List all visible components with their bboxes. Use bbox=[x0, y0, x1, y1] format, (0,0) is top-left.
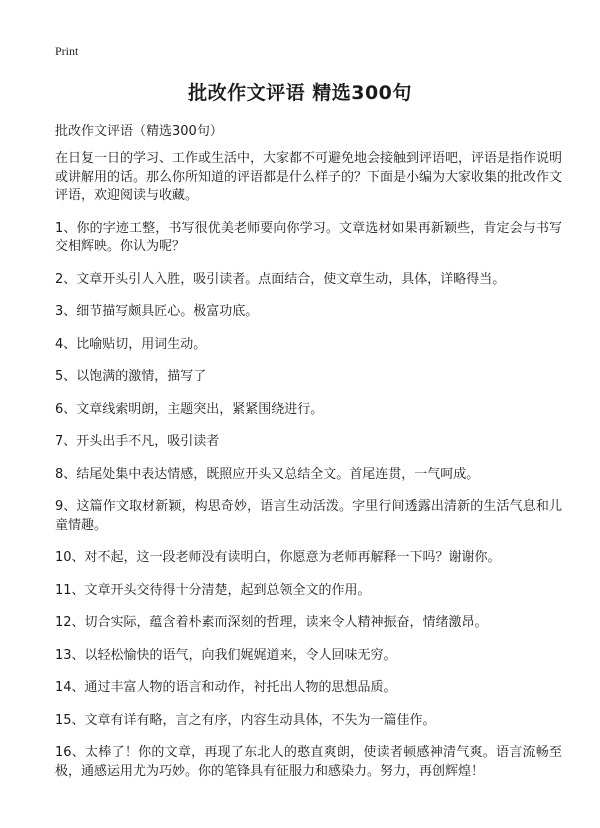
print-label: Print bbox=[55, 44, 79, 58]
comment-item-9: 9、这篇作文取材新颖，构思奇妙，语言生动活泼。字里行间透露出清新的生活气息和儿童情趣。 bbox=[55, 499, 562, 533]
comment-item-12: 12、切合实际，蕴含着朴素而深刻的哲理，读来令人精神振奋，情绪激昂。 bbox=[55, 615, 488, 630]
intro-paragraph: 在日复一日的学习、工作或生活中，大家都不可避免地会接触到评语吧，评语是指作说明或讲解用的话。那么你所知道的评语都是什么样子的？下面是小编为大家收集的批改作文评语，欢迎阅读与收藏。 bbox=[55, 151, 563, 203]
comment-item-10: 10、对不起，这一段老师没有读明白，你愿意为老师再解释一下吗？谢谢你。 bbox=[55, 550, 501, 565]
comment-item-14: 14、通过丰富人物的语言和动作，衬托出人物的思想品质。 bbox=[55, 680, 397, 695]
comment-item-3: 3、细节描写颇具匠心。极富功底。 bbox=[55, 304, 259, 319]
document-subtitle: 批改作文评语（精选300句） bbox=[55, 124, 223, 139]
comment-item-13: 13、以轻松愉快的语气，向我们娓娓道来，令人回味无穷。 bbox=[55, 647, 397, 663]
comment-item-15: 15、文章有详有略，言之有序，内容生动具体，不失为一篇佳作。 bbox=[55, 712, 436, 728]
comment-item-4: 4、比喻贴切，用词生动。 bbox=[55, 336, 207, 352]
comment-item-8: 8、结尾处集中表达情感，既照应开头又总结全文。首尾连贯，一气呵成。 bbox=[55, 466, 480, 482]
comment-item-16: 16、太棒了！你的文章，再现了东北人的憨直爽朗，使读者顿感神清气爽。语言流畅至极，通感运用尤为巧妙。你的笔锋具有征服力和感染力。努力，再创辉煌！ bbox=[55, 745, 562, 779]
comment-item-7: 7、开头出手不凡，吸引读者 bbox=[55, 434, 220, 449]
comment-item-1: 1、你的字迹工整，书写很优美老师要向你学习。文章选材如果再新颖些，肯定会与书写交相辉映。你认为呢？ bbox=[55, 220, 562, 254]
document-body bbox=[55, 150, 562, 795]
document-title: 批改作文评语 精选300句 bbox=[188, 82, 412, 104]
comment-item-6: 6、文章线索明朗，主题突出，紧紧围绕进行。 bbox=[55, 401, 324, 417]
comment-item-2: 2、文章开头引人入胜，吸引读者。点面结合，使文章生动，具体，详略得当。 bbox=[55, 271, 506, 287]
comment-item-5: 5、以饱满的激情，描写了 bbox=[55, 369, 207, 384]
comment-item-11: 11、文章开头交待得十分清楚，起到总领全文的作用。 bbox=[55, 582, 371, 598]
